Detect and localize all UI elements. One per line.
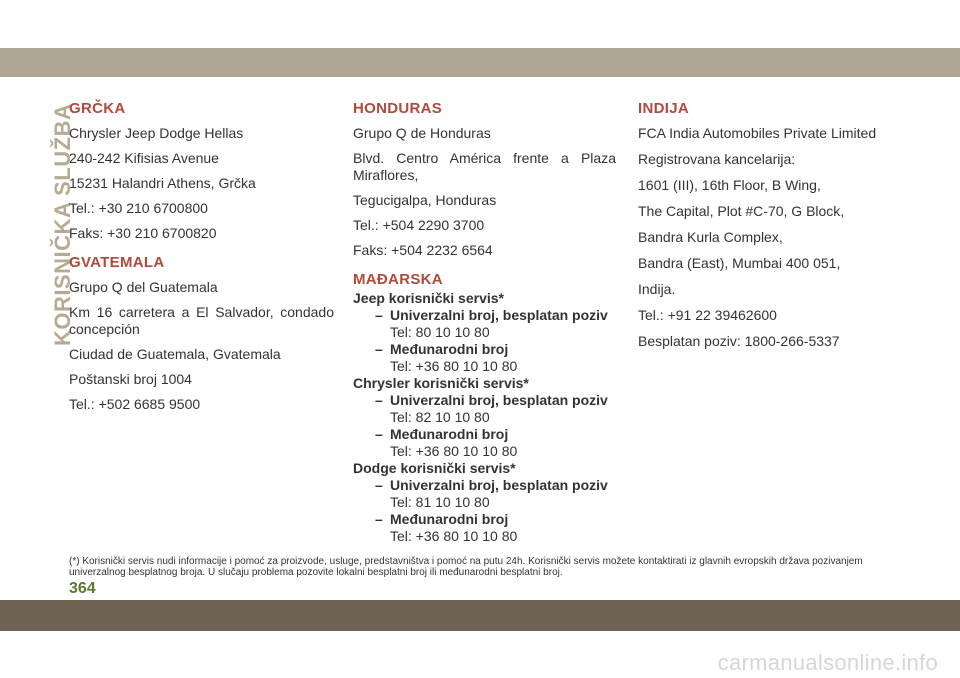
heading-guatemala: GVATEMALA xyxy=(69,254,165,271)
chrysler-international-tel: Tel: +36 80 10 10 80 xyxy=(390,443,518,459)
honduras-line: Tel.: +504 2290 3700 xyxy=(353,217,485,233)
chrysler-service-title: Chrysler korisnički servis* xyxy=(353,375,529,391)
section-side-title xyxy=(26,100,75,350)
dodge-universal-tel: Tel: 81 10 10 80 xyxy=(390,494,490,510)
honduras-line: Blvd. Centro América frente a Plaza Miraflores, xyxy=(353,150,616,183)
dodge-international-tel: Tel: +36 80 10 10 80 xyxy=(390,528,518,544)
jeep-international-tel: Tel: +36 80 10 10 80 xyxy=(390,358,518,374)
india-line: Besplatan poziv: 1800-266-5337 xyxy=(638,333,840,349)
jeep-universal-tel: Tel: 80 10 10 80 xyxy=(390,324,490,340)
dodge-international-label: – Međunarodni broj xyxy=(353,511,616,528)
guatemala-line: Grupo Q del Guatemala xyxy=(69,279,218,295)
guatemala-line: Poštanski broj 1004 xyxy=(69,371,192,387)
india-line: FCA India Automobiles Private Limited xyxy=(638,125,877,141)
bottom-band xyxy=(0,600,960,631)
guatemala-line: Km 16 carretera a El Salvador, condado concepción xyxy=(69,304,334,337)
india-line: Registrovana kancelarija: xyxy=(638,151,796,167)
chrysler-universal-tel: Tel: 82 10 10 80 xyxy=(390,409,490,425)
dodge-service-title: Dodge korisnički servis* xyxy=(353,460,516,476)
chrysler-universal-label: – Univerzalni broj, besplatan poziv xyxy=(353,392,616,409)
column-left xyxy=(69,100,334,421)
page-number: 364 xyxy=(69,580,96,597)
india-line: 1601 (III), 16th Floor, B Wing, xyxy=(638,177,821,193)
india-line: The Capital, Plot #C-70, G Block, xyxy=(638,203,845,219)
greece-line: 15231 Halandri Athens, Grčka xyxy=(69,175,256,191)
dodge-universal-label: – Univerzalni broj, besplatan poziv xyxy=(353,477,616,494)
greece-line: Chrysler Jeep Dodge Hellas xyxy=(69,125,244,141)
greece-line: Faks: +30 210 6700820 xyxy=(69,225,217,241)
india-line: Bandra (East), Mumbai 400 051, xyxy=(638,255,841,271)
guatemala-line: Ciudad de Guatemala, Gvatemala xyxy=(69,346,281,362)
column-right xyxy=(638,100,918,359)
jeep-international-label: – Međunarodni broj xyxy=(353,341,616,358)
heading-honduras: HONDURAS xyxy=(353,100,443,117)
guatemala-line: Tel.: +502 6685 9500 xyxy=(69,396,201,412)
column-middle xyxy=(353,100,616,545)
heading-greece: GRČKA xyxy=(69,100,126,117)
heading-india: INDIJA xyxy=(638,100,689,117)
india-line: Indija. xyxy=(638,281,676,297)
heading-hungary: MAĐARSKA xyxy=(353,271,443,288)
footnote: (*) Korisnički servis nudi informacije i pomoć za proizvode, usluge, predstavništva i pomoć na putu 24h. Korisnički servis možete kontaktirati iz glavnih evropskih država pozivanjem univerzalnog besplatnog broja. U slučaju problema pozovite lokalni besplatni broj ili međunarodni besplatni broj. xyxy=(69,556,863,578)
honduras-line: Tegucigalpa, Honduras xyxy=(353,192,497,208)
side-title-text: KORISNIČKA SLUŽBA xyxy=(50,103,75,346)
watermark: carmanualsonline.info xyxy=(717,650,938,675)
india-line: Tel.: +91 22 39462600 xyxy=(638,307,777,323)
top-band xyxy=(0,48,960,77)
greece-line: 240-242 Kifisias Avenue xyxy=(69,150,219,166)
jeep-universal-label: – Univerzalni broj, besplatan poziv xyxy=(353,307,616,324)
honduras-line: Grupo Q de Honduras xyxy=(353,125,491,141)
chrysler-international-label: – Međunarodni broj xyxy=(353,426,616,443)
honduras-line: Faks: +504 2232 6564 xyxy=(353,242,493,258)
jeep-service-title: Jeep korisnički servis* xyxy=(353,290,504,306)
greece-line: Tel.: +30 210 6700800 xyxy=(69,200,208,216)
india-line: Bandra Kurla Complex, xyxy=(638,229,783,245)
